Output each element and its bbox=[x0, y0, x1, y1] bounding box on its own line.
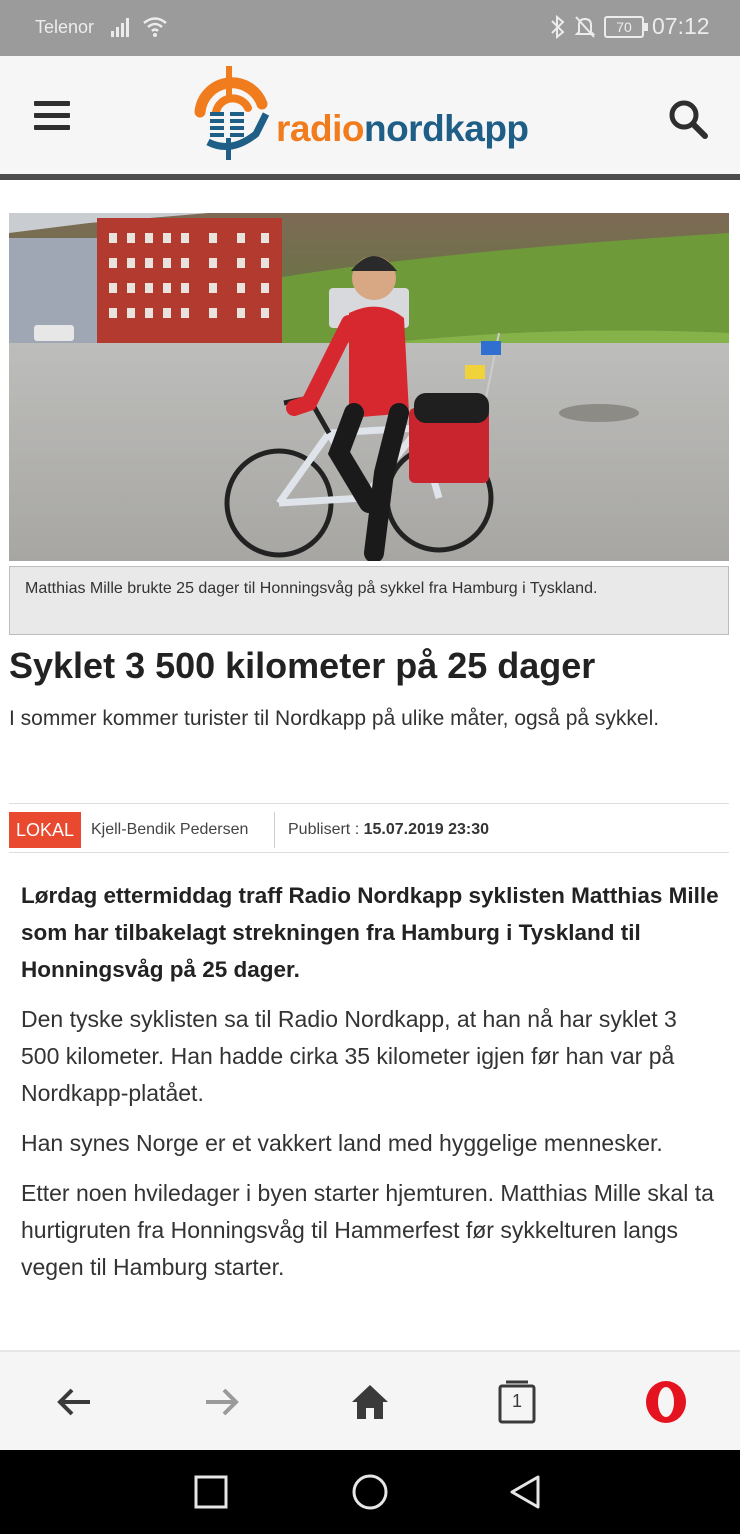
tabs-icon[interactable] bbox=[496, 1380, 540, 1424]
bluetooth-icon bbox=[549, 14, 567, 40]
site-logo[interactable] bbox=[186, 64, 556, 164]
cyclist-photo bbox=[9, 213, 729, 561]
clock: 07:12 bbox=[652, 13, 710, 39]
site-header bbox=[0, 56, 740, 174]
article-paragraph: Den tyske syklisten sa til Radio Nordkapp, at han nå har syklet 3 500 kilometer. Han hadde cirka 35 kilometer igjen før han var på Nordkapp-platået. bbox=[21, 1006, 677, 1106]
home-circle-icon[interactable] bbox=[350, 1472, 390, 1512]
site-name bbox=[276, 108, 529, 150]
category-badge[interactable]: LOKAL bbox=[9, 812, 81, 848]
article-meta bbox=[9, 803, 729, 853]
published-date: 15.07.2019 23:30 bbox=[363, 821, 490, 838]
logo-word-radio: radio bbox=[276, 108, 364, 149]
article-paragraph: Han synes Norge er et vakkert land med hyggelige mennesker. bbox=[21, 1130, 663, 1156]
system-nav-bar bbox=[0, 1450, 740, 1534]
author-name: Kjell-Bendik Pedersen bbox=[91, 821, 249, 838]
tab-count: 1 bbox=[511, 1391, 522, 1411]
browser-toolbar bbox=[0, 1350, 740, 1450]
article-hero-image[interactable] bbox=[9, 213, 729, 561]
search-icon[interactable] bbox=[667, 98, 709, 140]
meta-divider bbox=[274, 812, 275, 848]
recents-icon[interactable] bbox=[191, 1472, 231, 1512]
article-paragraph: Lørdag ettermiddag traff Radio Nordkapp syklisten Matthias Mille som har tilbakelagt strekningen fra Hamburg i Tyskland til Honningsvåg på 25 dager. bbox=[21, 883, 719, 982]
back-triangle-icon[interactable] bbox=[506, 1472, 546, 1512]
home-icon[interactable] bbox=[348, 1380, 392, 1424]
published-info bbox=[288, 821, 489, 839]
header-divider bbox=[0, 174, 740, 180]
published-label: Publisert : bbox=[288, 821, 360, 838]
signal-icon bbox=[110, 15, 134, 39]
opera-icon[interactable] bbox=[644, 1380, 688, 1424]
radio-logo-icon bbox=[186, 64, 276, 164]
status-bar bbox=[0, 0, 740, 56]
logo-word-nordkapp: nordkapp bbox=[363, 108, 529, 149]
battery-indicator: 70 bbox=[604, 16, 644, 38]
article-body bbox=[21, 877, 721, 1299]
wifi-icon bbox=[142, 14, 168, 40]
article-paragraph: Etter noen hviledager i byen starter hjemturen. Matthias Mille skal ta hurtigruten fra Honningsvåg til Hammerfest før sykkelturen langs vegen til Hamburg starter. bbox=[21, 1180, 714, 1280]
article-title: Syklet 3 500 kilometer på 25 dager bbox=[9, 645, 596, 686]
carrier-name: Telenor bbox=[35, 17, 95, 37]
forward-arrow-icon[interactable] bbox=[200, 1380, 244, 1424]
image-caption: Matthias Mille brukte 25 dager til Honningsvåg på sykkel fra Hamburg i Tyskland. bbox=[9, 566, 729, 635]
back-arrow-icon[interactable] bbox=[52, 1380, 96, 1424]
bell-muted-icon bbox=[574, 15, 596, 39]
hamburger-menu-icon[interactable] bbox=[34, 101, 70, 131]
article-lead: I sommer kommer turister til Nordkapp på ulike måter, også på sykkel. bbox=[9, 707, 660, 730]
